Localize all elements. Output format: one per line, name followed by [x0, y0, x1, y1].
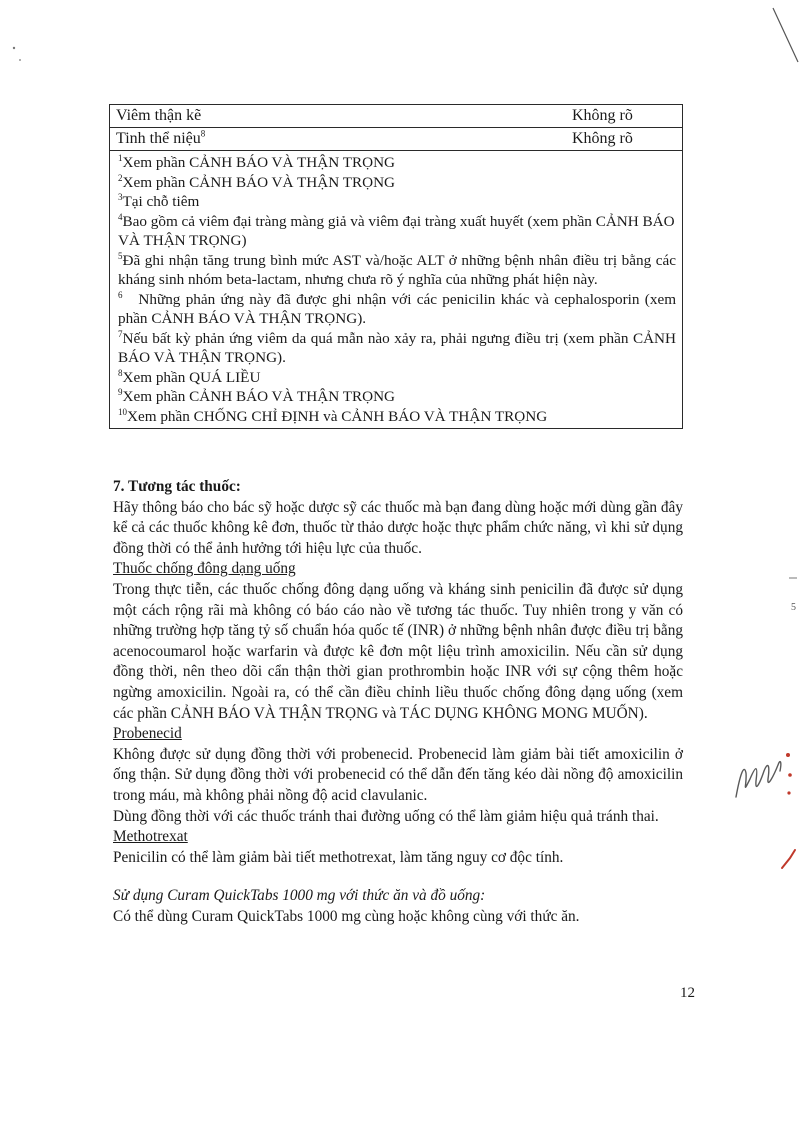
footnote-number: 4: [118, 211, 123, 222]
footnote: [118, 173, 676, 193]
food-paragraph: Có thể dùng Curam QuickTabs 1000 mg cùng hoặc không cùng với thức ăn.: [113, 907, 580, 925]
footnote-number: 8: [118, 367, 123, 378]
drug-interactions-section: [113, 477, 683, 927]
footnote: [118, 407, 676, 427]
footnote-text: Những phản ứng này đã được ghi nhận với các penicilin khác và cephalosporin (xem phần CẢNH BÁO VÀ THẬN TRỌNG).: [118, 290, 677, 327]
footnote-ref: 8: [200, 128, 206, 139]
footnote-number: 2: [118, 172, 123, 183]
row-label: Tinh thể niệu: [116, 130, 201, 147]
subheading-anticoagulants: Thuốc chống đông dạng uống: [113, 560, 296, 578]
footnote-number: 9: [118, 386, 123, 397]
adverse-effects-table: [109, 104, 683, 429]
footnote: [118, 212, 676, 251]
food-heading: Sử dụng Curam QuickTabs 1000 mg với thức ăn và đồ uống:: [113, 887, 486, 905]
red-tick-icon: [780, 848, 798, 874]
spacer: [113, 868, 683, 886]
footnote-number: 6: [118, 289, 123, 300]
footnote-text: Đã ghi nhận tăng trung bình mức AST và/hoặc ALT ở những bệnh nhân điều trị bằng các kháng sinh nhóm beta-lactam, nhưng chưa rõ ý nghĩa của những phát hiện này.: [118, 251, 676, 288]
row-value: Không rõ: [572, 130, 633, 147]
anticoagulants-paragraph: Trong thực tiễn, các thuốc chống đông dạng uống và kháng sinh penicilin đã được sử dụng một cách rộng rãi mà không có báo cáo nào về tương tác thuốc. Tuy nhiên trong y văn có những trường hợp tăng tỷ số chuẩn hóa quốc tế (INR) ở những bệnh nhân được điều trị bằng acenocoumarol hoặc warfarin và được kê đơn một liệu trình amoxicilin. Nếu cần sử dụng đồng thời, nên theo dõi cẩn thận thời gian prothrombin hoặc INR với sự cộng thêm hoặc ngừng amoxicilin. Ngoài ra, có thể cần điều chỉnh liều thuốc chống đông dạng uống (xem các phần CẢNH BÁO VÀ THẬN TRỌNG và TÁC DỤNG KHÔNG MONG MUỐN).: [113, 580, 683, 722]
footnote: [118, 290, 676, 329]
footnote-text: Xem phần CHỐNG CHỈ ĐỊNH và CẢNH BÁO VÀ THẬN TRỌNG: [127, 407, 548, 425]
footnote: [118, 368, 676, 388]
section-heading: 7. Tương tác thuốc:: [113, 478, 241, 495]
footnote: [118, 387, 676, 407]
footnote-text: Tại chỗ tiêm: [122, 193, 200, 210]
margin-mark: 5: [791, 602, 796, 613]
footnote-number: 7: [118, 328, 123, 339]
row-label-cell: [110, 130, 572, 148]
footnote: [118, 153, 676, 173]
footnote-text: Xem phần CẢNH BÁO VÀ THẬN TRỌNG: [122, 154, 396, 171]
footnote-text: Bao gồm cả viêm đại tràng màng giả và viêm đại tràng xuất huyết (xem phần CẢNH BÁO VÀ THẬN TRỌNG): [118, 212, 675, 249]
footnote-number: 1: [118, 152, 123, 163]
probenecid-paragraph: Không được sử dụng đồng thời với probenecid. Probenecid làm giảm bài tiết amoxicilin ở ống thận. Sử dụng đồng thời với probenecid có thể dẫn đến tăng kéo dài nồng độ amoxicilin trong máu, mà không phải nồng độ acid clavulanic.: [113, 745, 683, 804]
footnotes: [110, 151, 682, 428]
contraceptive-paragraph: Dùng đồng thời với các thuốc tránh thai đường uống có thể làm giảm hiệu quả tránh thai.: [113, 807, 659, 825]
margin-dash-icon: [788, 575, 798, 581]
footnote: [118, 251, 676, 290]
subheading-methotrexat: Methotrexat: [113, 828, 188, 846]
page-number: 12: [680, 985, 695, 1001]
footnote-text: Nếu bất kỳ phản ứng viêm da quá mẫn nào xảy ra, phải ngưng điều trị (xem phần CẢNH BÁO VÀ THẬN TRỌNG).: [118, 329, 676, 366]
footnote: [118, 192, 676, 212]
signature-icon: [730, 735, 800, 815]
footnote-number: 5: [118, 250, 123, 261]
row-label: Viêm thận kẽ: [116, 107, 202, 124]
footnote-number: 10: [118, 406, 127, 417]
footnote-number: 3: [118, 191, 123, 202]
footnote: [118, 329, 676, 368]
footnote-text: Xem phần CẢNH BÁO VÀ THẬN TRỌNG: [122, 173, 396, 191]
table-row: [110, 105, 682, 128]
table-row: [110, 128, 682, 151]
footnote-text: Xem phần QUÁ LIỀU: [122, 368, 261, 386]
footnote-text: Xem phần CẢNH BÁO VÀ THẬN TRỌNG: [122, 388, 396, 405]
subheading-probenecid: Probenecid: [113, 725, 182, 743]
methotrexat-paragraph: Penicilin có thể làm giảm bài tiết methotrexat, làm tăng nguy cơ độc tính.: [113, 848, 564, 866]
row-value: Không rõ: [572, 107, 633, 124]
scan-corner-mark: [0, 0, 800, 120]
intro-paragraph: Hãy thông báo cho bác sỹ hoặc dược sỹ các thuốc mà bạn đang dùng hoặc mới dùng gần đây kể cả các thuốc không kê đơn, thuốc từ thảo dược hoặc thực phẩm chức năng, vì khi sử dụng đồng thời có thể ảnh hưởng tới hiệu lực của thuốc.: [113, 498, 683, 557]
